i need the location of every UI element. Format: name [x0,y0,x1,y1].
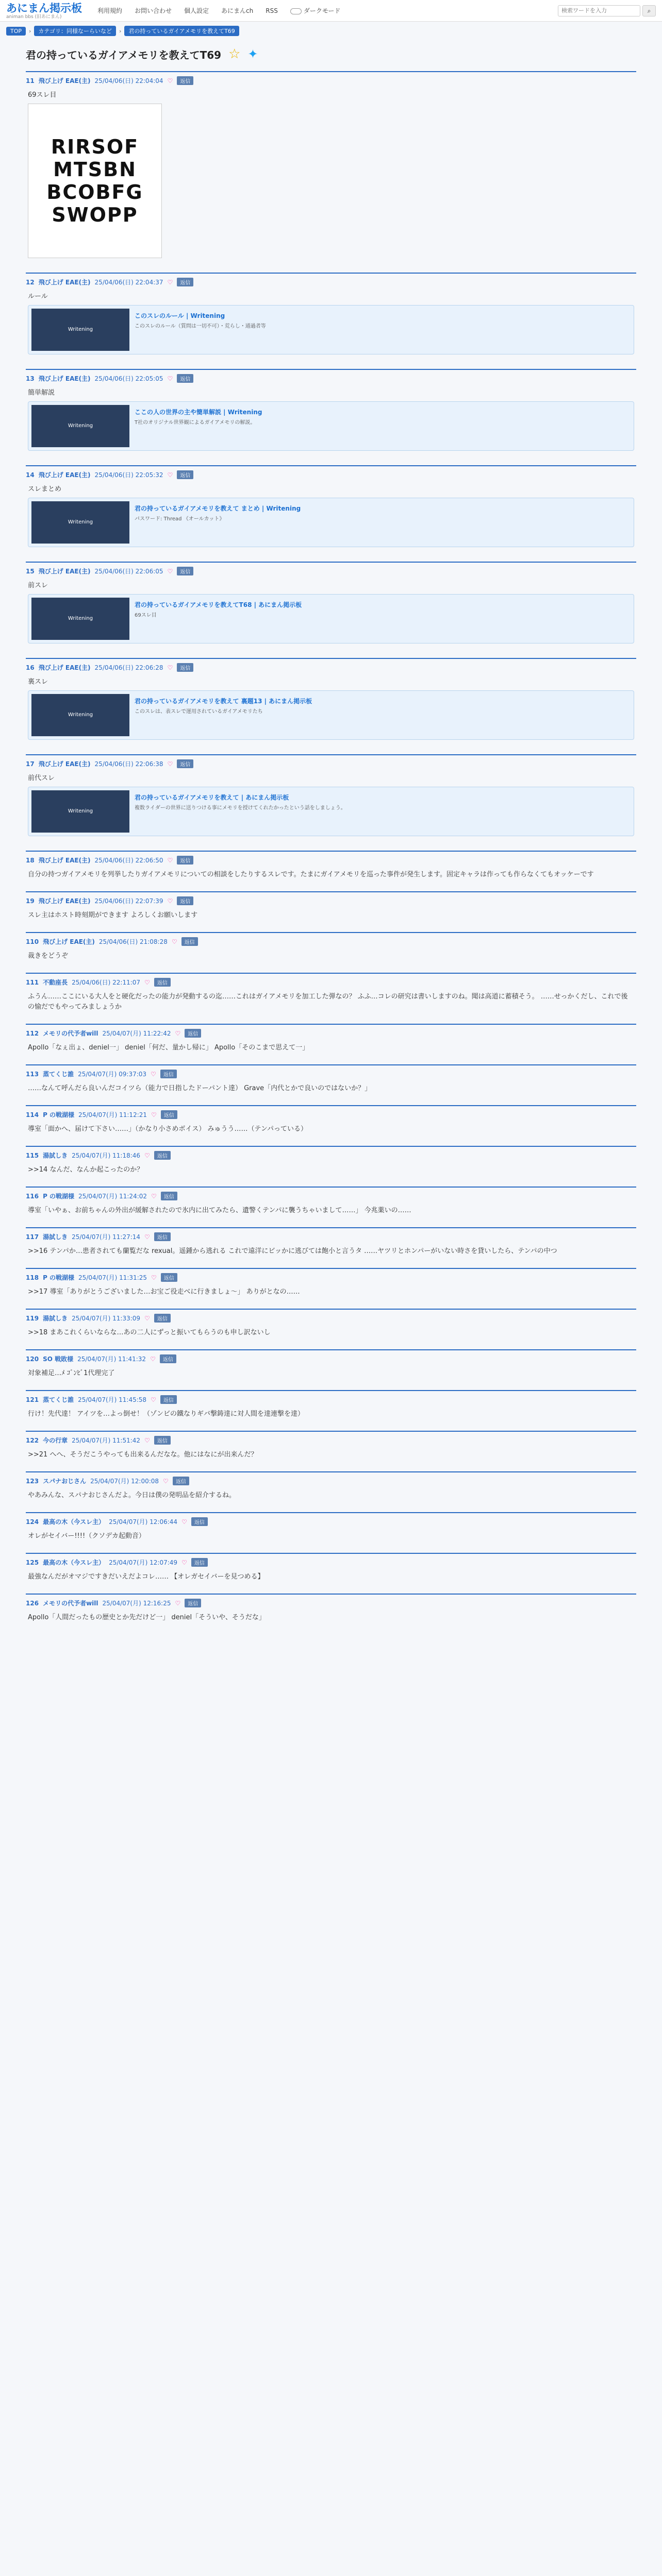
breadcrumb [0,22,662,40]
post-author: 蒸てくじ誰 [43,1396,74,1403]
post-number[interactable]: 115 [26,1151,39,1159]
like-heart-icon[interactable]: ♡ [144,978,150,986]
post-body [26,1080,636,1101]
breadcrumb-sep: › [29,27,31,35]
post [26,1390,636,1427]
card-thumbnail: Writening [31,309,129,351]
post-header [26,468,636,481]
post-header [26,1312,636,1325]
post-body [26,1569,636,1589]
post [26,1431,636,1467]
post [26,658,636,750]
like-heart-icon[interactable]: ♡ [151,1111,157,1118]
post-body [26,1447,636,1467]
post-number[interactable]: 125 [26,1558,39,1566]
post [26,71,636,268]
post-author: 最高の木（今スレ主） [43,1518,105,1526]
post-body [26,1162,636,1182]
post-author: P の戦湖様 [43,1193,75,1200]
reply-button[interactable]: 返信 [173,1477,189,1485]
reply-button[interactable]: 返信 [191,1558,208,1567]
card-desc: T社のオリジナル世界観によるガイアメモリの解説。 [135,420,256,426]
post-number[interactable]: 112 [26,1029,39,1037]
breadcrumb-sep: › [119,27,122,35]
post-header [26,1352,636,1365]
post-date: 25/04/07(月) 11:41:32 [77,1355,146,1363]
post-body [26,578,636,654]
post-text: 簡単解説 [28,389,55,397]
dark-mode-label: ダークモード [303,7,341,14]
like-heart-icon[interactable]: ♡ [151,1192,157,1200]
post-number[interactable]: 111 [26,978,39,986]
post-number[interactable]: 113 [26,1070,39,1078]
like-heart-icon[interactable]: ♡ [167,278,173,286]
reply-button[interactable]: 返信 [154,1436,171,1445]
like-heart-icon[interactable]: ♡ [175,1029,181,1037]
card-thumbnail: Writening [31,790,129,833]
like-heart-icon[interactable]: ♡ [167,664,173,671]
reply-button[interactable]: 返信 [177,374,193,383]
post-date: 25/04/07(月) 12:00:08 [90,1478,159,1485]
like-heart-icon[interactable]: ♡ [167,375,173,382]
post-body [26,907,636,928]
post [26,1268,636,1304]
post-text: >>21 へへ、そうだこうやっても出来るんだなな。他にはなにが出来んだ？ [28,1451,258,1459]
like-heart-icon[interactable]: ♡ [167,897,173,905]
post-number[interactable]: 110 [26,938,39,945]
card-thumbnail: Writening [31,405,129,447]
post-author: 今の行章 [43,1437,68,1444]
post-header [26,1434,636,1447]
reply-button[interactable]: 返信 [177,278,193,286]
post-number[interactable]: 117 [26,1233,39,1241]
card-title: 君の持っているガイアメモリを教えてT68 | あにまん掲示板 [135,601,302,608]
post-body [26,674,636,750]
reply-button[interactable]: 返信 [154,1151,171,1160]
post-text: >>17 導室「ありがとうございました…お宝ご役走べに行きましょ～」 ありがとなの…… [28,1288,300,1296]
post-header [26,661,636,674]
post-text: 自分の持つガイアメモリを列挙したりガイアメモリについての相談をしたりするスレです。たまにガイアメモリを巡った事件が発生します。固定キャラは作っても作らなくてもオッケーです [28,871,594,878]
post-author: 飛び上げ EAE(主) [38,568,91,575]
reply-button[interactable]: 返信 [160,1070,177,1078]
post-number[interactable]: 14 [26,471,35,479]
reply-button[interactable]: 返信 [177,663,193,672]
post [26,1227,636,1264]
like-heart-icon[interactable]: ♡ [151,1070,156,1078]
post-text: スレまとめ [28,485,62,493]
link-card[interactable] [28,305,634,354]
post-number[interactable]: 17 [26,760,35,768]
card-desc: パスワード: Thread 《オールカット》 [135,516,225,522]
nav-animanch[interactable]: あにまんch [221,7,254,14]
post-header [26,935,636,948]
post-text: 裁きをどうぞ [28,952,69,960]
post-text: 裏スレ [28,678,48,686]
post-number[interactable]: 114 [26,1111,39,1118]
post-author: スパナおじさん [43,1478,87,1485]
post-text: Apollo「なぇ出ょ、deniel一」 deniel「何だ、量かし帰に」 Apollo「そのこまで思えて一」 [28,1044,309,1052]
post-text: >>14 なんだ、なんか起こったのか？ [28,1166,144,1174]
post-date: 25/04/06(日) 22:04:04 [94,77,163,84]
post-body [26,989,636,1020]
post-number[interactable]: 121 [26,1396,39,1403]
post-text: 69スレ目 [28,91,57,99]
card-title: 君の持っているガイアメモリを教えて | あにまん掲示板 [135,794,289,801]
breadcrumb-top[interactable]: TOP [6,27,26,36]
post-body [26,1528,636,1549]
post-number[interactable]: 123 [26,1477,39,1485]
reply-button[interactable]: 返信 [154,1314,171,1323]
card-desc: このスレのルール（質問は一切不可）・荒らし・通過者等 [135,324,266,329]
reply-button[interactable]: 返信 [185,1599,201,1607]
twitter-icon[interactable]: ✦ [247,47,258,61]
link-card[interactable] [28,401,634,451]
post-text: 最強なんだがオマジですきだいえだよコレ…… 【オレガセイバーを見つめる】 [28,1573,264,1581]
like-heart-icon[interactable]: ♡ [144,1233,150,1241]
post-author: 蒸てくじ誰 [43,1071,74,1078]
post-body [26,1365,636,1386]
post-date: 25/04/07(月) 11:12:21 [78,1111,147,1118]
post-text: 導室「面かへ、届けて下さい……」（かなり小さめボイス） みゅうう……（テンパっている） [28,1125,307,1133]
post-body [26,1284,636,1304]
post-number[interactable]: 12 [26,278,35,286]
post-date: 25/04/07(月) 11:33:09 [72,1315,141,1322]
post [26,1024,636,1060]
post [26,932,636,969]
post [26,1594,636,1630]
post-text: 行け！先代達！ アイツを…よっ倒せ！（ゾンビの鐵なりギバ撃鋳達に対人間を達連撃を達） [28,1410,304,1418]
post-author: 飛び上げ EAE(主) [38,375,91,382]
post [26,1471,636,1508]
post-author: 飛び上げ EAE(主) [38,279,91,286]
post [26,1146,636,1182]
post-header [26,894,636,907]
post-body [26,770,636,846]
post-date: 25/04/07(月) 11:45:58 [78,1396,147,1403]
reply-button[interactable]: 返信 [161,1273,177,1282]
like-heart-icon[interactable]: ♡ [150,1355,156,1363]
like-heart-icon[interactable]: ♡ [175,1599,181,1607]
post-header [26,976,636,989]
post-date: 25/04/06(日) 22:06:05 [94,568,163,575]
like-heart-icon[interactable]: ♡ [171,938,177,945]
post-text: >>18 まあこれくらいならな…あの二人にずっと振いてもらうのも申し訳ないし [28,1329,271,1336]
card-desc: 複数ライダーの世界に送りつける事にメモリを授けてくれたかったという話をしましょう。 [135,805,346,811]
post-image[interactable]: RIRSOF MTSBN BCOBFG SWOPP [28,104,162,258]
reply-button[interactable]: 返信 [161,1110,177,1119]
post-text: 対象補足…ﾒ ｺﾞﾝﾋﾞ1代理完了 [28,1369,115,1377]
post-date: 25/04/06(日) 22:07:39 [94,897,163,905]
search-input[interactable] [558,5,640,16]
post-date: 25/04/06(日) 22:04:37 [94,279,163,286]
post-date: 25/04/07(月) 11:31:25 [78,1274,147,1281]
breadcrumb-category[interactable]: カテゴリ：同様なーらいなど [34,26,116,36]
post-body [26,1243,636,1264]
post-body [26,385,636,461]
like-heart-icon[interactable]: ♡ [151,1274,157,1281]
post-date: 25/04/06(日) 21:08:28 [98,938,168,945]
like-heart-icon[interactable]: ♡ [167,471,173,479]
post [26,1105,636,1142]
card-thumbnail: Writening [31,694,129,736]
post [26,562,636,654]
reply-button[interactable]: 返信 [177,567,193,575]
post-header [26,1190,636,1202]
post [26,754,636,846]
nav-contact[interactable]: お問い合わせ [135,7,172,14]
post-date: 25/04/07(月) 12:16:25 [102,1600,171,1607]
site-logo[interactable] [6,2,82,20]
card-desc: 69スレ目 [135,613,157,618]
post-header [26,1597,636,1609]
post-header [26,1556,636,1569]
link-card[interactable] [28,498,634,547]
post-text: Apollo「人間だったもの歴史とか先だけど一」 deniel「そういや、そうだな」 [28,1614,266,1621]
post-author: SO 戦敗様 [43,1355,74,1363]
post-body [26,867,636,887]
post-number[interactable]: 11 [26,77,35,84]
post-body [26,87,636,268]
post-author: P の戦湖様 [43,1274,75,1281]
logo-text: あにまん掲示板 [6,2,82,14]
post-number[interactable]: 15 [26,567,35,575]
post-body [26,1487,636,1508]
post-body [26,1121,636,1142]
post [26,891,636,928]
post-body [26,1202,636,1223]
reply-button[interactable]: 返信 [181,937,198,946]
post-header [26,1515,636,1528]
post-author: 湯試しき [43,1315,68,1322]
post-date: 25/04/06(日) 22:11:07 [72,979,141,986]
post-number[interactable]: 122 [26,1436,39,1444]
post-header [26,1271,636,1284]
post-body [26,289,636,365]
post-header [26,1393,636,1406]
link-card[interactable] [28,594,634,643]
card-thumbnail: Writening [31,598,129,640]
post-author: 湯試しき [43,1233,68,1241]
post-body [26,1040,636,1060]
like-heart-icon[interactable]: ♡ [151,1396,156,1403]
post-date: 25/04/06(日) 22:06:28 [94,664,163,671]
post-text: やあみんな、スパナおじさんだよ。今日は僕の発明品を紹介するね。 [28,1492,236,1499]
post-author: 不動座長 [43,979,68,986]
post-header [26,74,636,87]
dark-mode-toggle[interactable] [290,6,341,15]
post-number[interactable]: 18 [26,856,35,864]
reply-button[interactable]: 返信 [160,1354,176,1363]
like-heart-icon[interactable]: ♡ [167,567,173,575]
post-author: メモリの代予者will [43,1600,98,1607]
post-text: 前代スレ [28,774,55,782]
post-date: 25/04/07(月) 11:51:42 [72,1437,141,1444]
card-desc: このスレは、表スレで運用されているガイアメモリたち [135,709,263,715]
post-number[interactable]: 13 [26,375,35,382]
card-title: 君の持っているガイアメモリを教えて まとめ | Writening [135,505,301,512]
post [26,369,636,461]
nav [97,6,340,15]
post [26,465,636,557]
post-author: 飛び上げ EAE(主) [38,897,91,905]
favorite-star-icon[interactable]: ☆ [228,46,241,62]
post-body [26,948,636,969]
card-title: 君の持っているガイアメモリを教えて 裏題13 | あにまん掲示板 [135,698,312,705]
search-icon[interactable]: ⌕ [642,5,656,16]
post-header [26,1067,636,1080]
post-header [26,565,636,578]
post-date: 25/04/07(月) 12:06:44 [109,1518,178,1526]
post-body [26,1609,636,1630]
post-number[interactable]: 116 [26,1192,39,1200]
like-heart-icon[interactable]: ♡ [144,1436,150,1444]
reply-button[interactable]: 返信 [191,1517,208,1526]
post-text: オレがセイバー!!!!（クソデカ起動音） [28,1532,145,1540]
post-date: 25/04/06(日) 22:05:05 [94,375,163,382]
post-header [26,1027,636,1040]
logo-sub: animan bbs (旧あにまん) [6,14,62,20]
header [0,0,662,22]
post-header [26,854,636,867]
reply-button[interactable]: 返信 [177,76,193,85]
nav-rss[interactable]: RSS [266,7,278,14]
like-heart-icon[interactable]: ♡ [163,1477,169,1485]
like-heart-icon[interactable]: ♡ [167,760,173,768]
post-author: メモリの代予者will [43,1030,98,1037]
breadcrumb-thread[interactable]: 君の持っているガイアメモリを教えてT69 [124,26,239,36]
post-body [26,1406,636,1427]
post-number[interactable]: 120 [26,1355,39,1363]
post-number[interactable]: 119 [26,1314,39,1322]
reply-button[interactable]: 返信 [161,1192,177,1200]
post-header [26,276,636,289]
reply-button[interactable]: 返信 [177,856,193,865]
post [26,273,636,365]
post-header [26,757,636,770]
like-heart-icon[interactable]: ♡ [181,1518,187,1526]
reply-button[interactable]: 返信 [177,759,193,768]
reply-button[interactable]: 返信 [177,470,193,479]
post [26,973,636,1020]
post-text: ふうん……ここにいる大人をと硬化だったの能力が発動するの迄……これはガイアメモリを加工した弾なの？ ふふ…コレの研究は書いしますのね。聞は高道に蓄積そう。 ……せっかくだし、これで後の愉だでもやってみましょうか [28,993,628,1011]
like-heart-icon[interactable]: ♡ [167,856,173,864]
post-header [26,1108,636,1121]
post [26,1553,636,1589]
post-body [26,481,636,557]
post-author: 飛び上げ EAE(主) [38,664,91,671]
post-text: 前スレ [28,582,48,589]
reply-button[interactable]: 返信 [160,1395,177,1404]
post-header [26,1475,636,1487]
post-body [26,1325,636,1345]
post-header [26,1149,636,1162]
page-title: 君の持っているガイアメモリを教えてT69 [26,48,222,61]
link-card[interactable] [28,787,634,836]
post-header [26,372,636,385]
post-date: 25/04/06(日) 22:05:32 [94,471,163,479]
post-author: 飛び上げ EAE(主) [38,857,91,864]
post-header [26,1230,636,1243]
post-text: ……なんて呼んだら良いんだコイツら（能力で日指したドーパント達） Grave「内代とかで良いのではないか？」 [28,1084,372,1092]
post-text: >>16 テンパか…患者されても蘭覧だな rexual。遥鍾から逃れる これで遠洋にビッかに逃びては飽小と言うタ ……ヤツリとホンパーがいない時さを貸いしたら、テンパの中つ [28,1247,557,1255]
post-number[interactable]: 124 [26,1518,39,1526]
toggle-icon [290,8,302,14]
post-date: 25/04/07(月) 12:07:49 [109,1559,178,1566]
reply-button[interactable]: 返信 [154,978,171,987]
post [26,1064,636,1101]
post-text: ルール [28,293,48,300]
post-text: 導室「いやぁ、お前ちゃんの外出が緩解されたので氷内に出てみたら、遺警くテンパに襲うちゃいまして……」 今兆薬いの…… [28,1207,411,1214]
like-heart-icon[interactable]: ♡ [144,1314,150,1322]
post-author: 湯試しき [43,1152,68,1159]
card-thumbnail: Writening [31,501,129,544]
post-date: 25/04/07(月) 09:37:03 [78,1071,147,1078]
nav-settings[interactable]: 個人設定 [184,7,209,14]
post-text: スレ主はホスト時刻期ができます よろしくお願いします [28,911,198,919]
post [26,1309,636,1345]
post-author: 飛び上げ EAE(主) [43,938,95,945]
thread [0,71,662,1630]
like-heart-icon[interactable]: ♡ [181,1558,187,1566]
reply-button[interactable]: 返信 [154,1232,171,1241]
nav-terms[interactable]: 利用規約 [97,7,123,14]
post-number[interactable]: 126 [26,1599,39,1607]
thread-title-row [0,40,662,67]
search [558,5,656,16]
like-heart-icon[interactable]: ♡ [144,1151,150,1159]
post [26,1512,636,1549]
post-number[interactable]: 19 [26,897,35,905]
post-author: 最高の木（今スレ主） [43,1559,105,1566]
post-date: 25/04/07(月) 11:24:02 [78,1193,147,1200]
post-author: 飛び上げ EAE(主) [38,471,91,479]
post-number[interactable]: 16 [26,664,35,671]
post-author: 飛び上げ EAE(主) [38,760,91,768]
post-author: P の戦湖様 [43,1111,75,1118]
post-date: 25/04/06(日) 22:06:38 [94,760,163,768]
post-author: 飛び上げ EAE(主) [38,77,91,84]
card-title: ここの人の世界の主や簡単解説 | Writening [135,409,262,416]
post [26,1349,636,1386]
link-card[interactable] [28,690,634,740]
post-date: 25/04/07(月) 11:18:46 [72,1152,141,1159]
post-number[interactable]: 118 [26,1274,39,1281]
reply-button[interactable]: 返信 [177,896,193,905]
post-date: 25/04/07(月) 11:27:14 [72,1233,141,1241]
post [26,851,636,887]
post-date: 25/04/07(月) 11:22:42 [102,1030,171,1037]
like-heart-icon[interactable]: ♡ [167,77,173,84]
post [26,1187,636,1223]
post-date: 25/04/06(日) 22:06:50 [94,857,163,864]
card-title: このスレのルール | Writening [135,312,225,319]
reply-button[interactable]: 返信 [185,1029,201,1038]
